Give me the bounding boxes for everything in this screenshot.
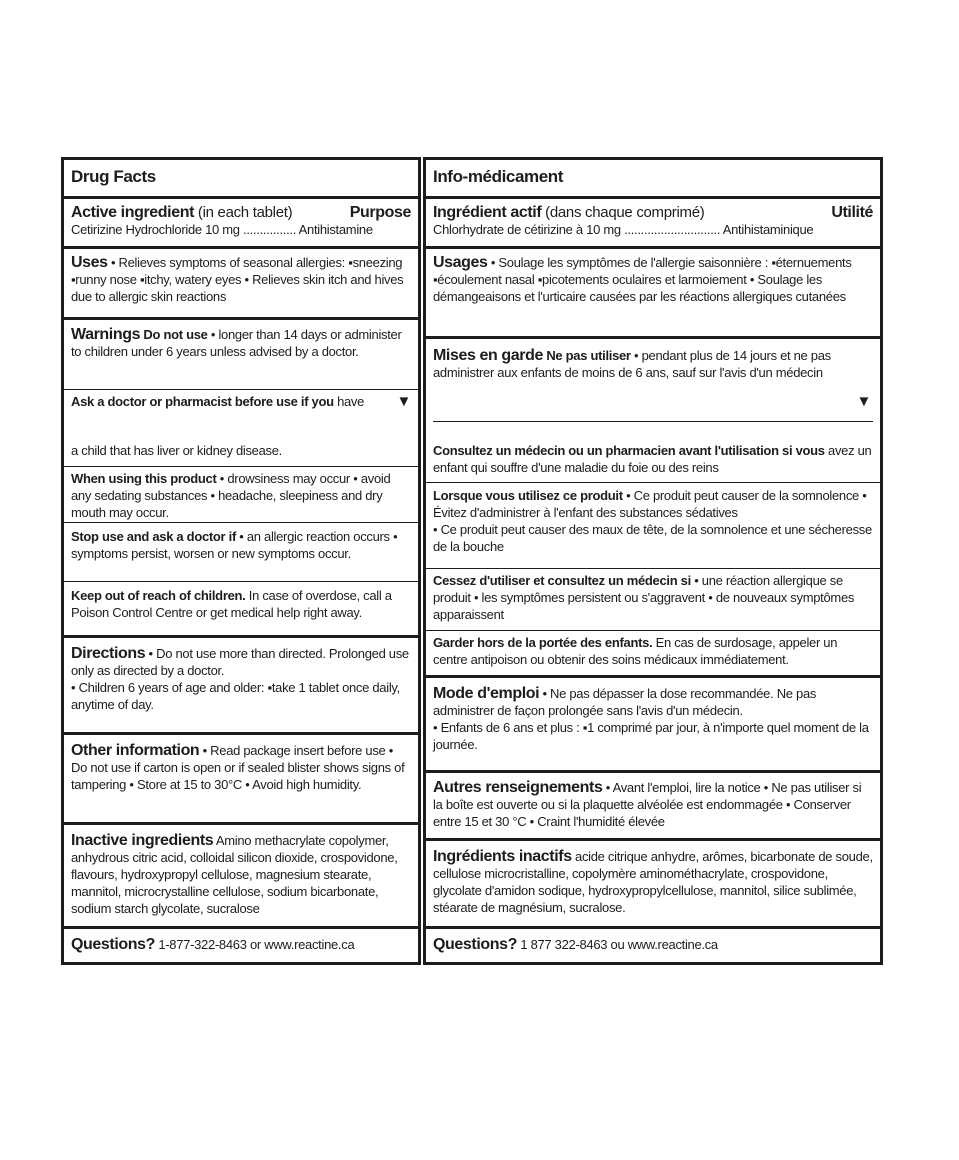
when-using-section [64,466,418,522]
warnings-heading: Warnings [71,326,141,343]
questions-section [64,926,418,962]
active-ingredient-line: Cetirizine Hydrochloride 10 mg ................ Antihistamine [71,222,373,237]
ingredients-inactifs-section [426,838,880,926]
ne-pas-utiliser-label: Ne pas utiliser [543,348,631,363]
cessez-label: Cessez d'utiliser et consultez un médecin si [433,573,691,588]
uses-heading: Uses [71,254,108,271]
garder-text: En cas de surdosage, appeler un centre antipoison ou obtenir des soins médicaux immédiatement. [433,635,838,667]
mode-emploi-text: • Ne pas dépasser la dose recommandée. Ne pas administrer de façon prolongée sans l'avis d'un médecin. [433,686,817,718]
usages-text: • Soulage les symptômes de l'allergie saisonnière : ▪éternuements ▪écoulement nasal ▪picotements oculaires et larmoiement • Soulage les démangeaisons et l'urticaire causées par les réactions allergiques cutanées [433,255,852,304]
uses-section [64,246,418,317]
usages-section [426,246,880,336]
stop-use-section [64,522,418,581]
autres-renseignements-heading: Autres renseignements [433,779,603,796]
ingredient-actif-heading: Ingrédient actif [433,204,542,221]
questions-heading: Questions? [71,936,156,953]
mode-emploi-children-text: • Enfants de 6 ans et plus : ▪1 comprimé par jour, à n'importe quel moment de la journée. [433,720,869,752]
when-using-label: When using this product [71,471,217,486]
drug-facts-title-section [64,160,418,196]
lorsque-text-2: • Ce produit peut causer des maux de tête, de la somnolence et une sécheresse de la bouche [433,522,872,554]
ingredients-inactifs-heading: Ingrédients inactifs [433,848,572,865]
directions-heading: Directions [71,645,146,662]
continued-arrow-icon-fr: ▼ [856,393,871,410]
questions-text-fr: 1 877 322-8463 ou www.reactine.ca [517,937,718,952]
other-information-section [64,732,418,822]
stop-use-text: • an allergic reaction occurs • symptoms persist, worsen or new symptoms occur. [71,529,398,561]
stop-use-label: Stop use and ask a doctor if [71,529,236,544]
mode-emploi-heading: Mode d'emploi [433,685,540,702]
info-medicament-title-section [426,160,880,196]
consultez-text: avez un enfant qui souffre d'une maladie du foie ou des reins [433,443,872,475]
purpose-heading: Purpose [349,204,411,221]
garder-section [426,630,880,675]
lorsque-text: • Ce produit peut causer de la somnolence • Évitez d'administrer à l'enfant des substances sédatives [433,488,867,520]
directions-children-text: • Children 6 years of age and older: ▪take 1 tablet once daily, anytime of day. [71,680,400,712]
ingredients-inactifs-text: acide citrique anhydre, arômes, bicarbonate de soude, cellulose microcristalline, copolymère aminométhacrylate, crospovidone, glycolate d'amidon sodique, hydroxypropylcellulose, mannitol, silice sublimée, stéarate de magnésium, sucralose. [433,849,873,915]
garder-label: Garder hors de la portée des enfants. [433,635,653,650]
active-ingredient-heading: Active ingredient [71,204,195,221]
mode-emploi-section [426,675,880,770]
active-ingredient-subheading: (in each tablet) [194,204,293,221]
ingredient-actif-subheading: (dans chaque comprimé) [541,204,705,221]
mises-en-garde-divider [433,421,873,422]
other-information-text: • Read package insert before use • Do not use if carton is open or if sealed blister shows signs of tampering • Store at 15 to 30°C • Avoid high humidity. [71,743,405,792]
inactive-ingredients-heading: Inactive ingredients [71,832,214,849]
autres-renseignements-section [426,770,880,838]
mises-en-garde-section [426,336,880,440]
questions-text: 1-877-322-8463 or www.reactine.ca [155,937,355,952]
warnings-text: • longer than 14 days or administer to children under 6 years unless advised by a doctor. [71,327,402,359]
consultez-label: Consultez un médecin ou un pharmacien avant l'utilisation si vous [433,443,825,458]
other-information-heading: Other information [71,742,200,759]
keep-out-text: In case of overdose, call a Poison Control Centre or get medical help right away. [71,588,392,620]
ask-doctor-section [64,389,418,466]
autres-renseignements-text: • Avant l'emploi, lire la notice • Ne pas utiliser si la boîte est ouverte ou si la plaquette alvéolée est endommagée • Conserver entre 15 et 30 °C • Craint l'humidité élevée [433,780,862,829]
inactive-ingredients-text: Amino methacrylate copolymer, anhydrous citric acid, colloidal silicon dioxide, crospovidone, flavours, hydroxypropyl cellulose, magnesium stearate, mannitol, microcrystalline cellulose, sodium bicarbonate, sodium starch glycolate, sucralose [71,833,398,916]
continued-arrow-icon: ▼ [396,393,411,410]
when-using-text: • drowsiness may occur • avoid any sedating substances • headache, sleepiness and dry mouth may occur. [71,471,391,520]
warnings-section [64,317,418,389]
questions-heading-fr: Questions? [433,936,518,953]
cessez-section [426,568,880,630]
keep-out-section [64,581,418,635]
inactive-ingredients-section [64,822,418,926]
drug-facts-title: Drug Facts [71,167,156,186]
do-not-use-label: Do not use [140,327,208,342]
usages-heading: Usages [433,254,488,271]
ask-doctor-text: have [333,394,365,409]
active-ingredient-section [64,196,418,246]
drug-facts-panel-en [61,157,421,965]
ingredient-actif-section [426,196,880,246]
directions-text: • Do not use more than directed. Prolonged use only as directed by a doctor. [71,646,409,678]
info-medicament-title: Info-médicament [433,167,564,186]
keep-out-label: Keep out of reach of children. [71,588,246,603]
lorsque-label: Lorsque vous utilisez ce produit [433,488,623,503]
info-medicament-panel-fr [423,157,883,965]
ask-doctor-label: Ask a doctor or pharmacist before use if you [71,394,334,409]
questions-section-fr [426,926,880,962]
cessez-text: • une réaction allergique se produit • les symptômes persistent ou s'aggravent • de nouveaux symptômes apparaissent [433,573,855,622]
mises-en-garde-text: • pendant plus de 14 jours et ne pas administrer aux enfants de moins de 6 ans, sauf sur l'avis d'un médecin [433,348,831,380]
directions-section [64,635,418,732]
consultez-section [426,440,880,482]
uses-text: • Relieves symptoms of seasonal allergies: ▪sneezing ▪runny nose ▪itchy, watery eyes • Relieves skin itch and hives due to allergic skin reactions [71,255,404,304]
lorsque-section [426,482,880,568]
ingredient-actif-line: Chlorhydrate de cétirizine à 10 mg ............................. Antihistaminique [433,222,814,237]
utilite-heading: Utilité [831,204,873,221]
ask-doctor-continued: a child that has liver or kidney disease. [71,443,282,458]
mises-en-garde-heading: Mises en garde [433,347,544,364]
